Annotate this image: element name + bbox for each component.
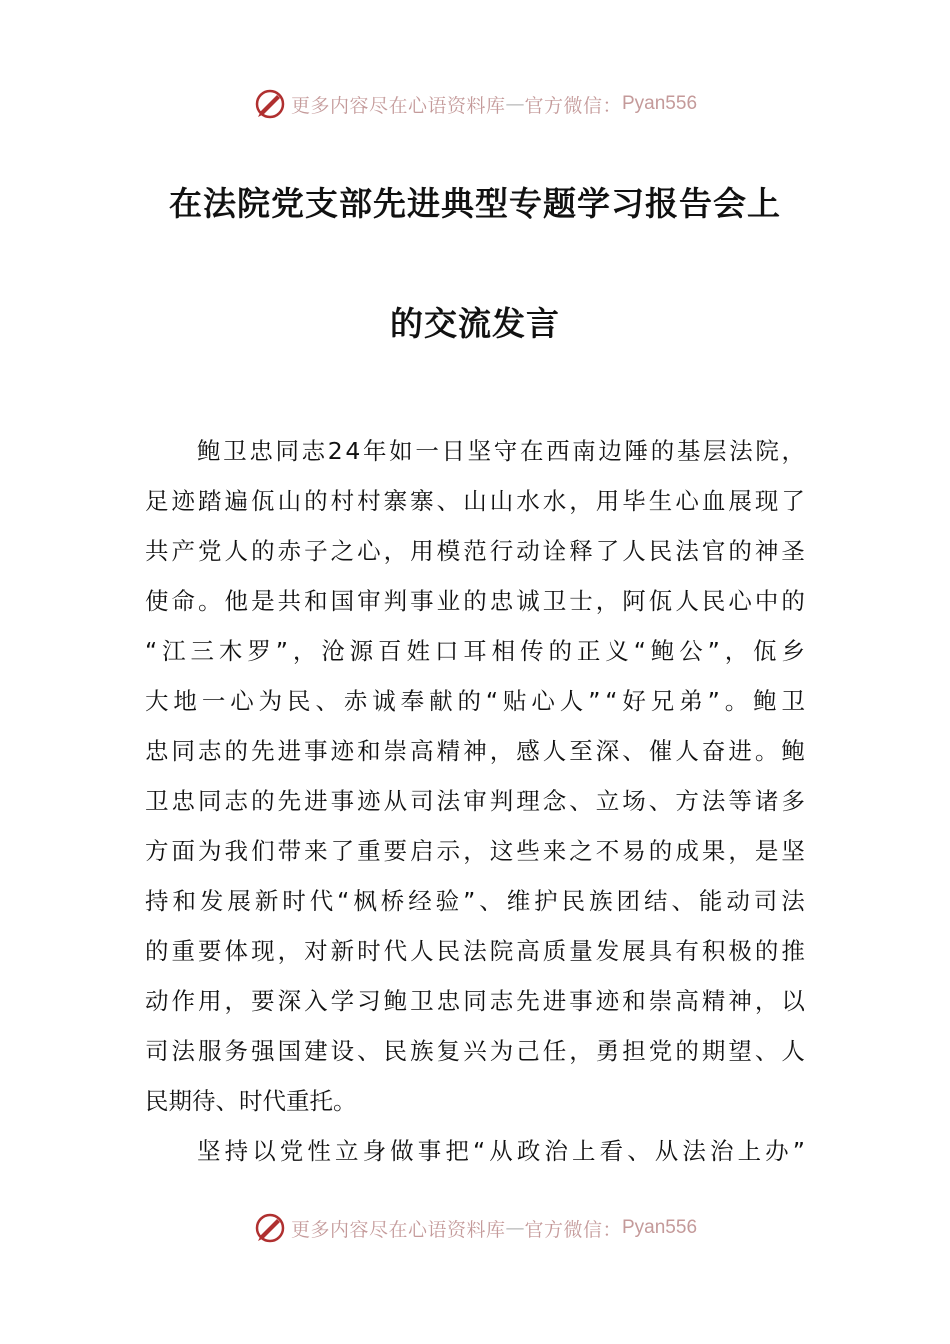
banner-wechat-id: Pyan556	[622, 93, 698, 114]
document-title-line-2: 的交流发言	[390, 304, 560, 343]
paragraph-1-line: 使 命 。 他 是 共 和 国 审 判 事 业 的 忠 诚 卫 士 ， 阿 佤 人 民 心 中 的	[145, 587, 805, 615]
paragraph-1-line: 忠 同 志 的 先 进 事 迹 和 崇 高 精 神 ， 感 人 至 深 、 催 人 奋 进 。 鲍	[145, 737, 805, 765]
paragraph-1-line: 民期待、时代重托。	[145, 1087, 357, 1115]
document-body	[145, 426, 805, 1176]
banner-text: 更多内容尽在心语资料库	[290, 94, 506, 117]
paragraph-1-line: 司 法 服 务 强 国 建 设 、 民 族 复 兴 为 己 任 ， 勇 担 党 的 期 望 、 人	[145, 1037, 805, 1065]
paragraph-1-line	[145, 426, 805, 476]
banner-label: 官方微信：	[524, 94, 622, 117]
paragraph-1-line: 动 作 用 ， 要 深 入 学 习 鲍 卫 忠 同 志 先 进 事 迹 和 崇 高 精 神 ， 以	[145, 987, 805, 1015]
banner-separator: —	[505, 93, 525, 115]
paragraph-1-line: 的 重 要 体 现 ， 对 新 时 代 人 民 法 院 高 质 量 发 展 具 有 积 极 的 推	[145, 937, 805, 965]
watermark-banner-bottom	[0, 1208, 950, 1248]
banner-separator: —	[505, 1217, 525, 1239]
pen-logo-icon	[253, 87, 287, 121]
banner-wechat-id: Pyan556	[622, 1217, 698, 1238]
paragraph-1-line: 持 和 发 展 新 时 代 “ 枫 桥 经 验 ” 、 维 护 民 族 团 结 、 能 动 司 法	[145, 887, 805, 915]
paragraph-2-line-text: 坚 持 以 党 性 立 身 做 事 把 “ 从 政 治 上 看 、 从 法 治 上 办 ”	[197, 1137, 805, 1165]
watermark-banner-top	[0, 84, 950, 124]
banner-label: 官方微信：	[524, 1218, 622, 1241]
paragraph-1-line: 卫 忠 同 志 的 先 进 事 迹 从 司 法 审 判 理 念 、 立 场 、 方 法 等 诸 多	[145, 787, 805, 815]
paragraph-1-line: 大 地 一 心 为 民 、 赤 诚 奉 献 的 “ 贴 心 人 ” “ 好 兄 弟 ” 。 鲍 卫	[145, 687, 805, 715]
paragraph-1-line: 方 面 为 我 们 带 来 了 重 要 启 示 ， 这 些 来 之 不 易 的 成 果 ， 是 坚	[145, 837, 805, 865]
paragraph-1-line-text: 鲍 卫 忠 同 志 2 4 年 如 一 日 坚 守 在 西 南 边 陲 的 基 层 法 院 ，	[197, 437, 805, 465]
paragraph-2-line	[145, 1126, 805, 1176]
document-title-line-1: 在法院党支部先进典型专题学习报告会上	[169, 184, 781, 223]
banner-text: 更多内容尽在心语资料库	[290, 1218, 506, 1241]
paragraph-1-line: 共 产 党 人 的 赤 子 之 心 ， 用 模 范 行 动 诠 释 了 人 民 法 官 的 神 圣	[145, 537, 805, 565]
paragraph-1-line: 足 迹 踏 遍 佤 山 的 村 村 寨 寨 、 山 山 水 水 ， 用 毕 生 心 血 展 现 了	[145, 487, 805, 515]
paragraph-1-line: “ 江 三 木 罗 ” ， 沧 源 百 姓 口 耳 相 传 的 正 义 “ 鲍 公 ” ， 佤 乡	[145, 637, 805, 665]
pen-logo-icon	[253, 1211, 287, 1245]
